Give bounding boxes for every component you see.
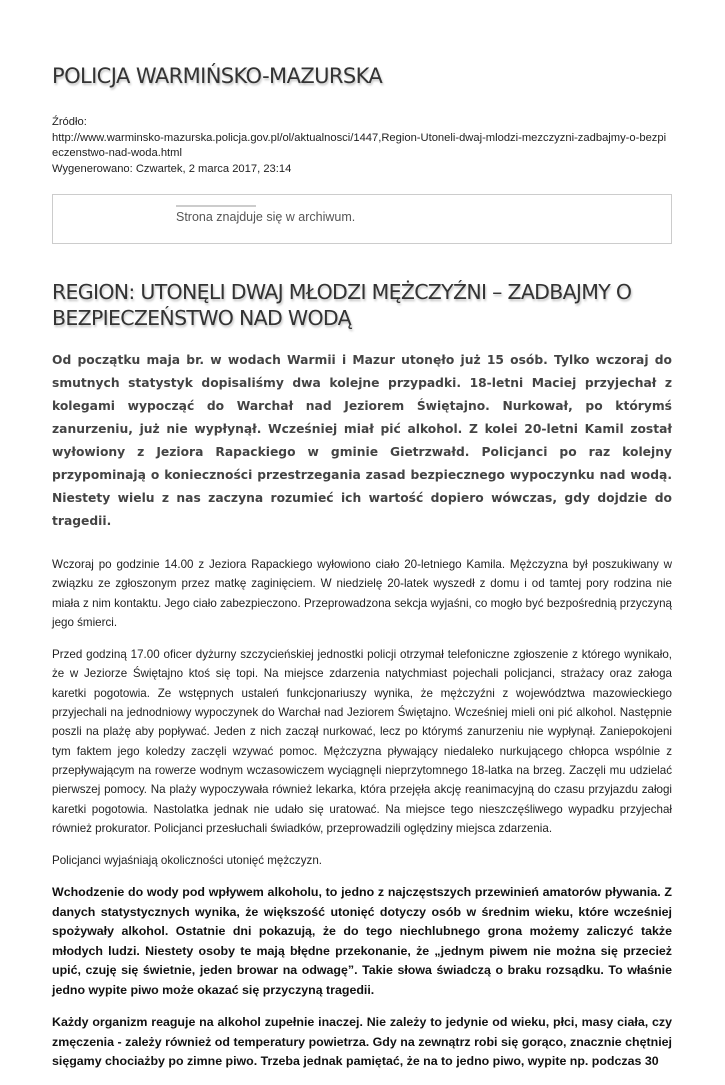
source-url: http://www.warminsko-mazurska.policja.gov.pl/ol/aktualnosci/1447,Region-Utoneli-dwaj-mlodzi-mezczyzni-zadbajmy-o-bezpieczenstwo-nad-woda.html — [52, 131, 667, 159]
site-title: POLICJA WARMIŃSKO-MAZURSKA — [52, 64, 383, 88]
paragraph: Przed godziną 17.00 oficer dyżurny szczycieńskiej jednostki policji otrzymał telefoniczne zgłoszenie z którego wynikało, że w Jeziorze Świętajno ktoś się topi. Na miejsce zdarzenia natychmiast pojechali policjanci, strażacy oraz załoga karetki pogotowia. Ze wstępnych ustaleń funkcjonariuszy wynika, że mężczyźni z województwa mazowieckiego przyjechali na jednodniowy wypoczynek do Warchał nad Jeziorem Świętajno. Wcześniej mieli oni pić alkohol. Następnie poszli na plażę aby popływać. Jeden z nich zaczął nurkować, lecz po którymś zanurzeniu nie wypłynął. Zaniepokojeni tym faktem jego koledzy zaczęli wzywać pomoc. Mężczyzna pływający niedaleko nurkującego chłopca wspólnie z przepływającym na rowerze wodnym wczasowiczem wyciągnęli nieprzytomnego 18-latka na brzeg. Zaczęli mu udzielać pierwszej pomocy. Na plaży wypoczywała również lekarka, która przejęła akcję reanimacyjną do czasu przyjazdu załogi karetki pogotowia. Nastolatka jednak nie udało się uratować. Na miejsce tego nieszczęśliwego wypadku przyjechał również prokurator. Policjanci przesłuchali świadków, przeprowadzili oględziny miejsca zdarzenia. — [52, 648, 672, 835]
source-meta — [52, 115, 672, 177]
archive-notice-box — [52, 194, 672, 244]
article-title: REGION: UTONĘLI DWAJ MŁODZI MĘŻCZYŹNI – ZADBAJMY O BEZPIECZEŃSTWO NAD WODĄ — [52, 280, 632, 330]
source-label: Źródło: — [52, 116, 87, 128]
article-lead: Od początku maja br. w wodach Warmii i Mazur utonęło już 15 osób. Tylko wczoraj do smutnych statystyk dopisaliśmy dwa kolejne przypadki. 18-letni Maciej przyjechał z kolegami wypocząć do Warchał nad Jeziorem Świętajno. Nurkował, po którymś zanurzeniu, już nie wypłynął. Wcześniej miał pić alkohol. Z kolei 20-letni Kamil został wyłowiony z Jeziora Rapackiego w gminie Gietrzwałd. Policjanci po raz kolejny przypominają o konieczności przestrzegania zasad bezpiecznego wypoczynku nad wodą. Niestety wielu z nas zaczyna rozumieć ich wartość dopiero wówczas, gdy dojdzie do tragedii. — [52, 353, 672, 528]
bold-paragraph: Każdy organizm reaguje na alkohol zupełnie inaczej. Nie zależy to jedynie od wieku, płci, masy ciała, czy zmęczenia - zależy również od temperatury powietrza. Gdy na zewnątrz robi się gorąco, znacznie chętniej sięgamy chociażby po zimne piwo. Trzeba jednak pamiętać, że na to jedno piwo, wypite np. podczas 30 — [52, 1015, 672, 1069]
archive-notice: Strona znajduje się w archiwum. — [176, 210, 356, 224]
bold-paragraph: Wchodzenie do wody pod wpływem alkoholu, to jedno z najczęstszych przewinień amatorów pływania. Z danych statystycznych wynika, że większość utonięć dotyczy osób w średnim wieku, które wcześniej spożywały alkohol. Ostatnie dni pokazują, że do tego niechlubnego grona możemy zaliczyć także młodych ludzi. Niestety osoby te mają błędne przekonanie, że „jednym piwem nie można się przecież upić, czuję się świetnie, jeden browar na odwagę”. Takie słowa świadczą o braku rozsądku. To właśnie jedno wypite piwo może okazać się przyczyną tragedii. — [52, 885, 672, 997]
paragraph: Policjanci wyjaśniają okoliczności utonięć mężczyzn. — [52, 854, 322, 868]
paragraph: Wczoraj po godzinie 14.00 z Jeziora Rapackiego wyłowiono ciało 20-letniego Kamila. Mężczyzna był poszukiwany w związku ze zgłoszonym przez matkę zaginięciem. W niedzielę 20-latek wyszedł z domu i od tamtej pory rodzina nie miała z nim kontaktu. Jego ciało zabezpieczono. Przeprowadzona sekcja wyjaśni, co mogło być bezpośrednią przyczyną jego śmierci. — [52, 558, 672, 629]
article-body — [52, 349, 672, 1085]
generated-date: Wygenerowano: Czwartek, 2 marca 2017, 23:14 — [52, 162, 292, 175]
archive-divider — [176, 205, 256, 207]
